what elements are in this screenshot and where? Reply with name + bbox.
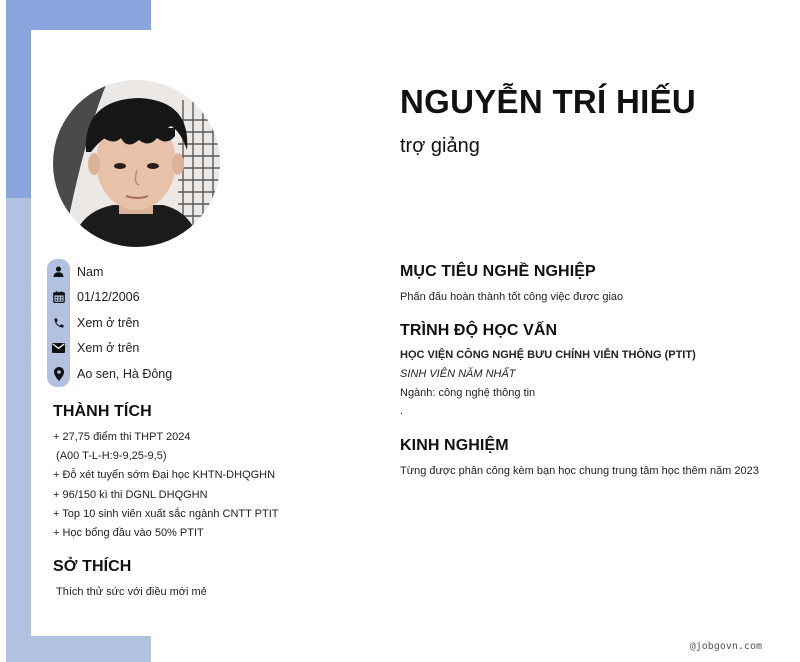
calendar-icon [47,289,70,305]
user-icon [47,264,70,280]
achievement-item: + Học bổng đầu vào 50% PTIT [53,526,204,539]
achievements-list [53,431,279,546]
hobbies-title: SỞ THÍCH [53,558,132,575]
contact-address [47,361,172,387]
profile-photo [53,80,220,247]
objective-text: Phấn đấu hoàn thành tốt công việc được giao [400,291,624,303]
profile-photo-illustration [53,80,220,247]
watermark: @jobgovn.com [689,641,762,652]
education-major: Ngành: công nghệ thông tin [400,387,536,399]
achievement-item: + Đỗ xét tuyển sớm Đại học KHTN-DHQGHN [53,469,276,482]
email-icon [47,340,70,356]
contact-gender [47,259,172,285]
profile-role: trợ giảng [400,135,480,157]
contact-birthdate-text: 01/12/2006 [77,290,140,305]
profile-name: NGUYỄN TRÍ HIẾU [400,83,697,120]
location-icon [47,366,70,382]
contact-email [47,336,172,362]
hobbies-text: Thích thử sức với điều mới mẻ [56,586,207,598]
contact-list [47,259,172,387]
achievement-item: + Top 10 sinh viên xuất sắc ngành CNTT PTIT [53,507,279,520]
education-title: TRÌNH ĐỘ HỌC VẤN [400,322,558,339]
achievement-item: (A00 T-L-H:9-9,25-9,5) [53,450,167,463]
phone-icon [47,315,70,331]
education-status: SINH VIÊN NĂM NHẤT [400,368,516,380]
contact-address-text: Ao sen, Hà Đông [77,366,173,381]
objective-title: MỤC TIÊU NGHỀ NGHIỆP [400,263,596,280]
experience-title: KINH NGHIỆM [400,437,509,454]
contact-birthdate [47,285,172,311]
education-school: HỌC VIỆN CÔNG NGHỆ BƯU CHÍNH VIỄN THÔNG (PTIT) [400,349,696,361]
contact-phone-text: Xem ở trên [77,315,140,330]
contact-phone [47,310,172,336]
contact-email-text: Xem ở trên [77,341,140,356]
achievement-item: + 96/150 kì thi DGNL DHQGHN [53,488,208,501]
experience-text: Từng được phân công kèm bạn học chung trung tâm học thêm năm 2023 [400,465,759,477]
achievements-title: THÀNH TÍCH [53,403,152,420]
contact-gender-text: Nam [77,264,104,279]
achievement-item: + 27,75 điểm thi THPT 2024 [53,431,191,443]
education-extra: . [400,405,404,417]
